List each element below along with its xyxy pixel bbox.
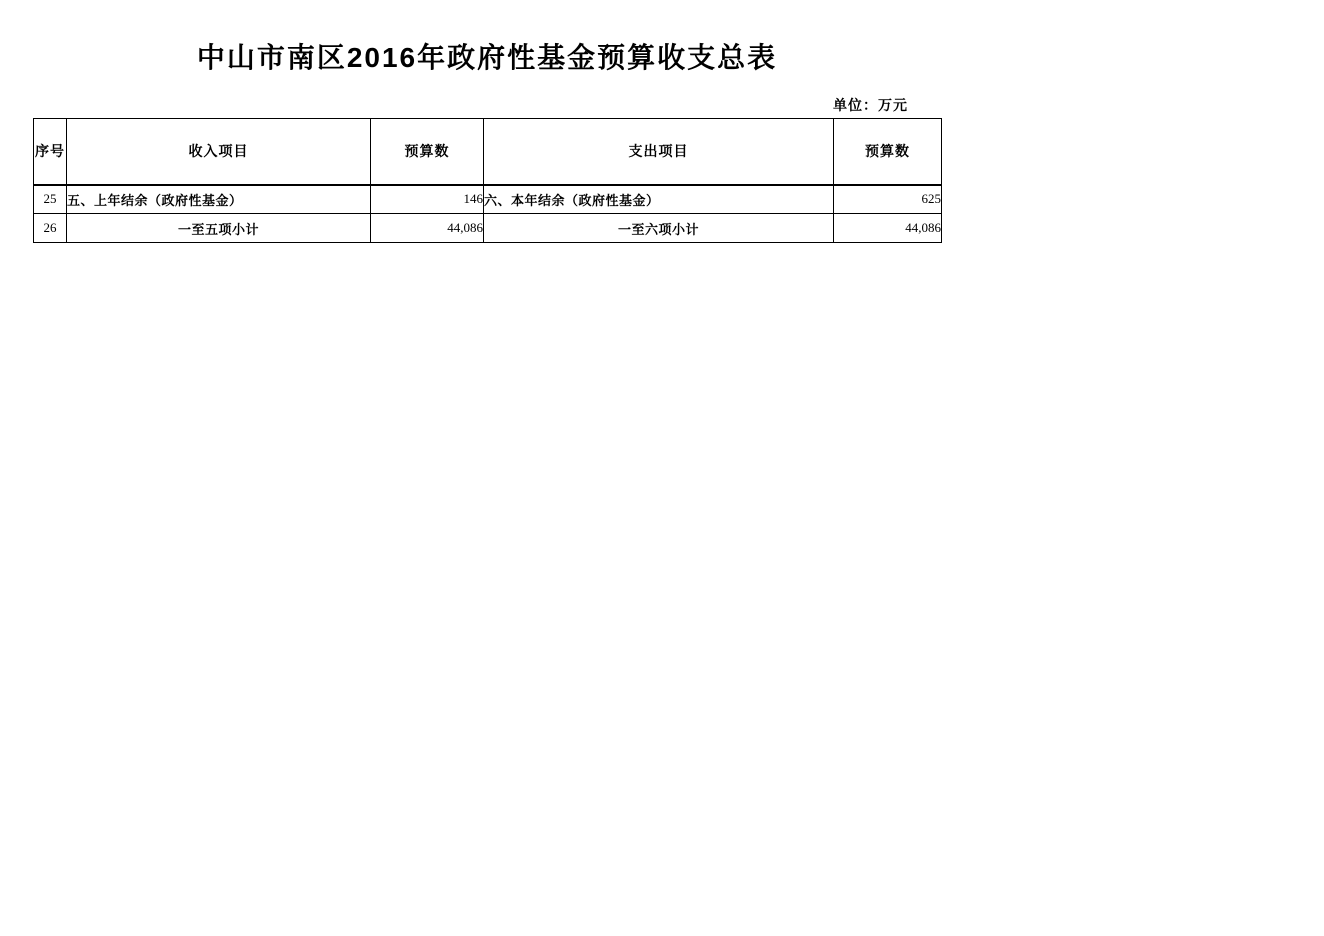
- table-header-row: [34, 119, 942, 185]
- expenditure-item-cell: 一至六项小计: [484, 214, 834, 243]
- revenue-budget-cell: 44,086: [371, 214, 484, 243]
- expenditure-budget-cell: 625: [834, 185, 942, 214]
- seq-cell: 26: [34, 214, 67, 243]
- unit-label: 单位：万元: [833, 99, 908, 114]
- page-title: 中山市南区2016年政府性基金预算收支总表: [196, 42, 778, 73]
- header-seq: 序号: [34, 119, 67, 185]
- budget-table: [33, 118, 942, 243]
- header-expenditure-budget: 预算数: [834, 119, 942, 185]
- revenue-item-cell: 一至五项小计: [67, 214, 371, 243]
- table-row: [34, 214, 942, 243]
- revenue-budget-cell: 146: [371, 185, 484, 214]
- header-revenue-item: 收入项目: [67, 119, 371, 185]
- revenue-item-cell: 五、上年结余（政府性基金）: [67, 185, 371, 214]
- table-row: [34, 185, 942, 214]
- header-expenditure-item: 支出项目: [484, 119, 834, 185]
- seq-cell: 25: [34, 185, 67, 214]
- expenditure-budget-cell: 44,086: [834, 214, 942, 243]
- header-revenue-budget: 预算数: [371, 119, 484, 185]
- expenditure-item-cell: 六、本年结余（政府性基金）: [484, 185, 834, 214]
